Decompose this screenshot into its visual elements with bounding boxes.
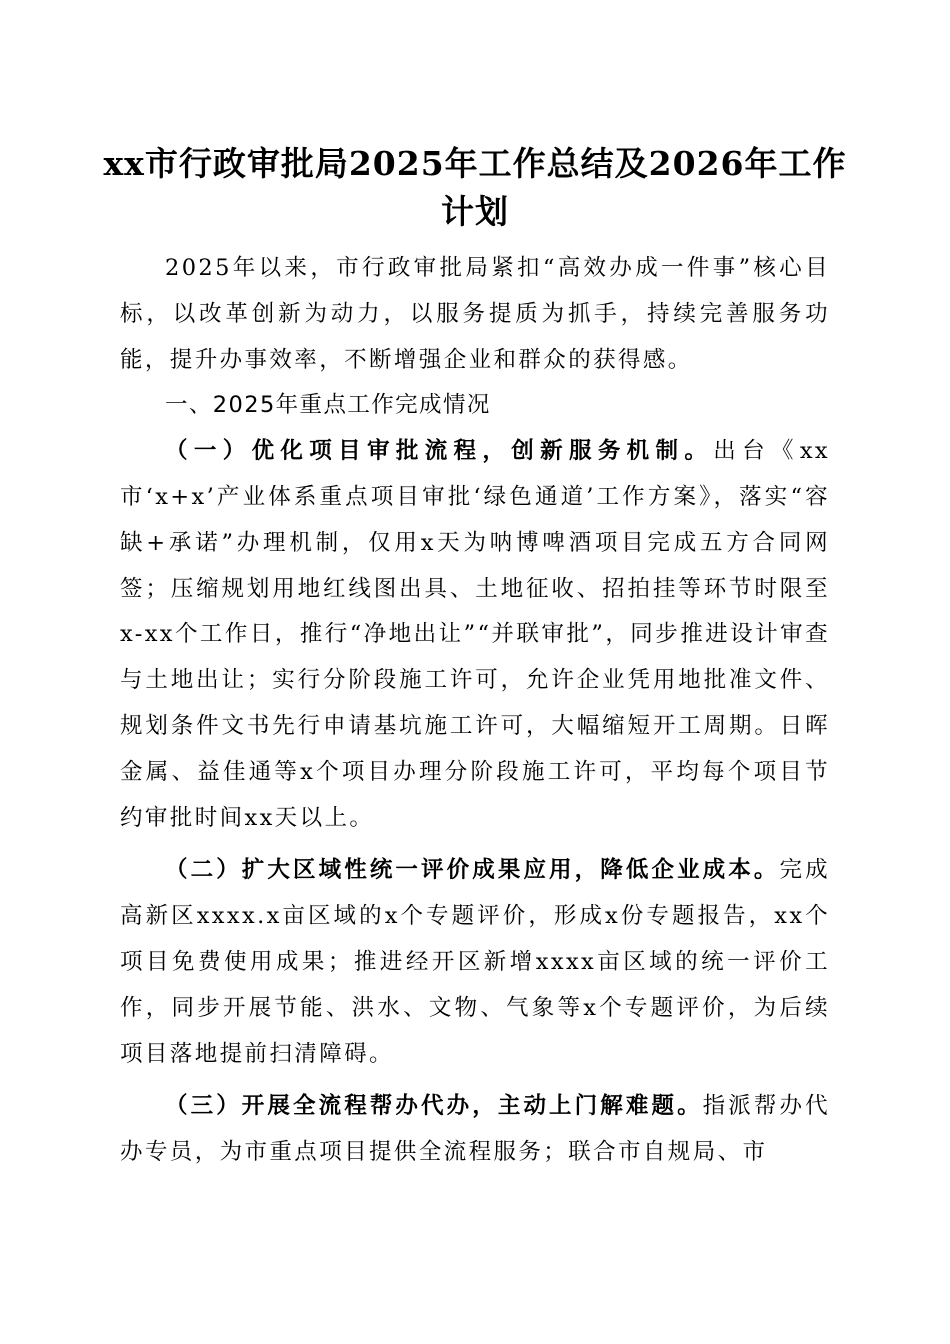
section-heading: 一、2025年重点工作完成情况 <box>165 392 491 419</box>
document-body <box>120 246 830 1176</box>
item-text: 出台《xx市‘x+x’产业体系重点项目审批‘绿色通道’工作方案》，落实“容缺+承诺”办理机制，仅用x天为呐博啤酒项目完成五方合同网签；压缩规划用地红线图出具、土地征收、招拍挂等环节时限至x-xx个工作日，推行“净地出让”“并联审批”，同步推进设计审查与土地出让；实行分阶段施工许可，允许企业凭用地批准文件、规划条件文书先行申请基坑施工许可，大幅缩短开工周期。日晖金属、益佳通等x个项目办理分阶段施工许可，平均每个项目节约审批时间xx天以上。 <box>120 438 830 831</box>
item-lead: （一）优化项目审批流程，创新服务机制。 <box>165 438 714 465</box>
document-title: xx市行政审批局2025年工作总结及2026年工作计划 <box>103 144 847 231</box>
item-text: 完成高新区xxxx.x亩区域的x个专题评价，形成x份专题报告，xx个项目免费使用成果；推进经开区新增xxxx亩区域的统一评价工作，同步开展节能、洪水、文物、气象等x个专题评价，为后续项目落地提前扫清障碍。 <box>120 857 830 1067</box>
item-lead: （三）开展全流程帮办代办，主动上门解难题。 <box>165 1093 703 1120</box>
item-lead: （二）扩大区域性统一评价成果应用，降低企业成本。 <box>165 857 780 884</box>
intro-paragraph: 2025年以来，市行政审批局紧扣“高效办成一件事”核心目标，以改革创新为动力，以服务提质为抓手，持续完善服务功能，提升办事效率，不断增强企业和群众的获得感。 <box>120 255 830 373</box>
item-paragraph-1 <box>120 429 830 841</box>
item-paragraph-2 <box>120 848 830 1077</box>
item-text: 指派帮办代办专员，为市重点项目提供全流程服务；联合市自规局、市 <box>120 1093 830 1166</box>
item-paragraph-3 <box>120 1084 830 1176</box>
